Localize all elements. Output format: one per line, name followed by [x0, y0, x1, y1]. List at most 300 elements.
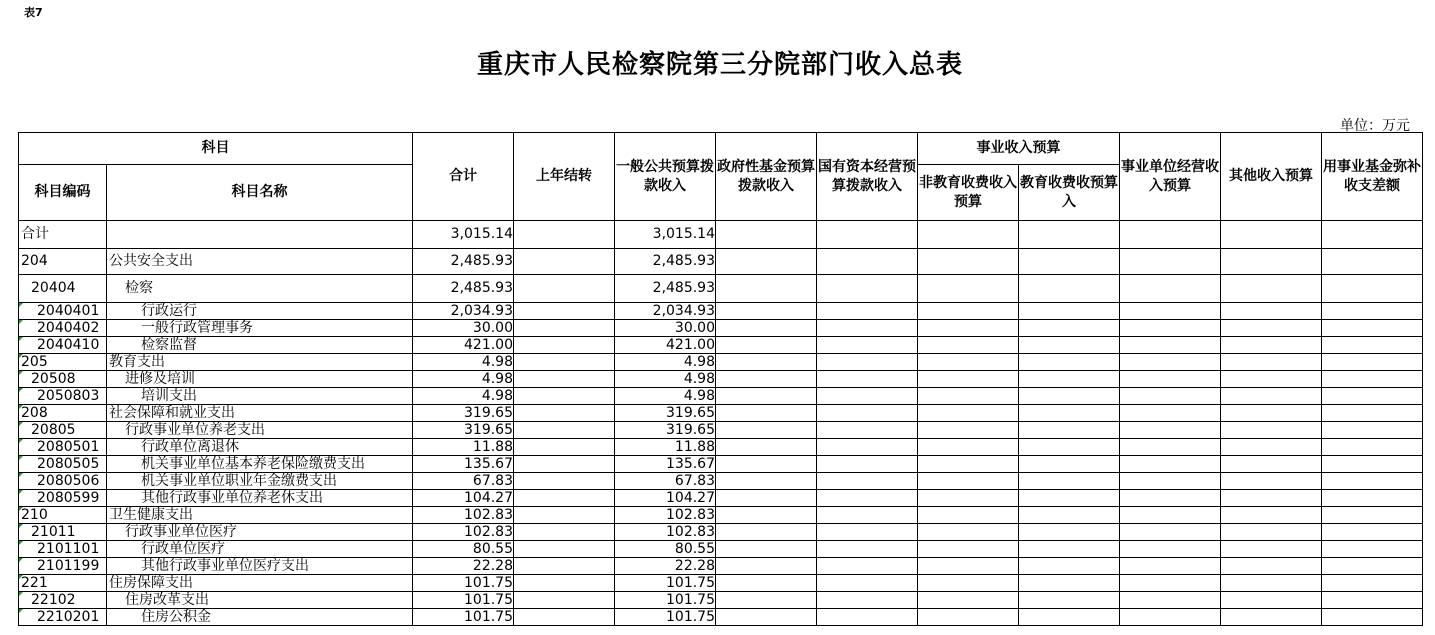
row-non-edu: [918, 320, 1019, 337]
row-name: 住房保障支出: [107, 575, 413, 592]
row-gov-fund: [716, 524, 817, 541]
row-edu: [1019, 320, 1120, 337]
row-name: 检察监督: [107, 337, 413, 354]
table-row: [19, 337, 1423, 354]
row-gov-fund: [716, 303, 817, 320]
row-biz-unit: [1120, 439, 1221, 456]
row-total: 319.65: [413, 405, 514, 422]
table-tag: 表7: [24, 6, 43, 19]
row-code: 221: [19, 575, 107, 592]
row-biz-unit: [1120, 337, 1221, 354]
table-row: [19, 354, 1423, 371]
cell-marker-icon: [19, 490, 23, 494]
row-edu: [1019, 490, 1120, 507]
row-state-capital: [817, 490, 918, 507]
header-name: 科目名称: [107, 165, 413, 221]
row-total: 102.83: [413, 524, 514, 541]
row-general-budget: 104.27: [615, 490, 716, 507]
row-edu: [1019, 507, 1120, 524]
row-other: [1221, 405, 1322, 422]
row-name: 社会保障和就业支出: [107, 405, 413, 422]
row-name: 其他行政事业单位养老休支出: [107, 490, 413, 507]
row-fund-offset: [1322, 609, 1423, 626]
header-state-capital: 国有资本经营预算拨款收入: [817, 133, 918, 221]
row-carryover: [514, 249, 615, 275]
row-biz-unit: [1120, 609, 1221, 626]
row-edu: [1019, 275, 1120, 303]
row-state-capital: [817, 609, 918, 626]
row-state-capital: [817, 507, 918, 524]
row-name: 行政单位医疗: [107, 541, 413, 558]
row-gov-fund: [716, 422, 817, 439]
row-name: 进修及培训: [107, 371, 413, 388]
row-non-edu: [918, 541, 1019, 558]
row-non-edu: [918, 337, 1019, 354]
table-row: [19, 249, 1423, 275]
row-name: 其他行政事业单位医疗支出: [107, 558, 413, 575]
cell-marker-icon: [19, 337, 23, 341]
row-general-budget: 22.28: [615, 558, 716, 575]
row-fund-offset: [1322, 405, 1423, 422]
row-fund-offset: [1322, 371, 1423, 388]
row-non-edu: [918, 303, 1019, 320]
row-biz-unit: [1120, 405, 1221, 422]
header-total: 合计: [413, 133, 514, 221]
row-total: 101.75: [413, 592, 514, 609]
row-code: 208: [19, 405, 107, 422]
row-non-edu: [918, 371, 1019, 388]
row-gov-fund: [716, 507, 817, 524]
row-code: 2040402: [19, 320, 107, 337]
row-other: [1221, 456, 1322, 473]
table-row: [19, 320, 1423, 337]
cell-marker-icon: [19, 541, 23, 545]
row-carryover: [514, 490, 615, 507]
table-row: [19, 275, 1423, 303]
row-fund-offset: [1322, 422, 1423, 439]
row-other: [1221, 439, 1322, 456]
row-carryover: [514, 388, 615, 405]
row-state-capital: [817, 575, 918, 592]
row-name: 教育支出: [107, 354, 413, 371]
row-gov-fund: [716, 558, 817, 575]
row-carryover: [514, 507, 615, 524]
header-general-budget: 一般公共预算拨款收入: [615, 133, 716, 221]
row-total: 11.88: [413, 439, 514, 456]
row-gov-fund: [716, 439, 817, 456]
row-name: 一般行政管理事务: [107, 320, 413, 337]
header-carryover: 上年结转: [514, 133, 615, 221]
table-row: [19, 388, 1423, 405]
cell-marker-icon: [19, 592, 23, 596]
table-row: [19, 439, 1423, 456]
row-carryover: [514, 337, 615, 354]
cell-marker-icon: [19, 371, 23, 375]
header-other: 其他收入预算: [1221, 133, 1322, 221]
table-row: [19, 575, 1423, 592]
row-name: 公共安全支出: [107, 249, 413, 275]
table-row: [19, 303, 1423, 320]
row-code: 20805: [19, 422, 107, 439]
row-code: 20508: [19, 371, 107, 388]
row-carryover: [514, 275, 615, 303]
row-non-edu: [918, 490, 1019, 507]
row-edu: [1019, 354, 1120, 371]
cell-marker-icon: [19, 507, 23, 511]
row-edu: [1019, 388, 1120, 405]
row-name: 行政运行: [107, 303, 413, 320]
table-row: [19, 405, 1423, 422]
row-edu: [1019, 221, 1120, 249]
row-state-capital: [817, 558, 918, 575]
row-other: [1221, 221, 1322, 249]
row-edu: [1019, 422, 1120, 439]
row-edu: [1019, 524, 1120, 541]
row-non-edu: [918, 592, 1019, 609]
row-fund-offset: [1322, 456, 1423, 473]
cell-marker-icon: [19, 354, 23, 358]
table-row: [19, 456, 1423, 473]
row-non-edu: [918, 524, 1019, 541]
row-non-edu: [918, 388, 1019, 405]
row-total: 3,015.14: [413, 221, 514, 249]
row-non-edu: [918, 507, 1019, 524]
row-name: 检察: [107, 275, 413, 303]
row-gov-fund: [716, 456, 817, 473]
row-non-edu: [918, 575, 1019, 592]
row-general-budget: 80.55: [615, 541, 716, 558]
row-general-budget: 2,485.93: [615, 249, 716, 275]
report-title: 重庆市人民检察院第三分院部门收入总表: [476, 50, 963, 80]
row-non-edu: [918, 221, 1019, 249]
row-total: 4.98: [413, 388, 514, 405]
row-general-budget: 421.00: [615, 337, 716, 354]
row-other: [1221, 558, 1322, 575]
row-carryover: [514, 221, 615, 249]
row-general-budget: 2,485.93: [615, 275, 716, 303]
row-general-budget: 4.98: [615, 371, 716, 388]
row-biz-unit: [1120, 575, 1221, 592]
row-name: 机关事业单位职业年金缴费支出: [107, 473, 413, 490]
row-other: [1221, 422, 1322, 439]
row-biz-unit: [1120, 558, 1221, 575]
row-fund-offset: [1322, 524, 1423, 541]
header-fund-offset: 用事业基金弥补收支差额: [1322, 133, 1423, 221]
row-total: 22.28: [413, 558, 514, 575]
row-carryover: [514, 541, 615, 558]
row-total: 80.55: [413, 541, 514, 558]
row-edu: [1019, 609, 1120, 626]
row-biz-unit: [1120, 507, 1221, 524]
row-total: 319.65: [413, 422, 514, 439]
row-carryover: [514, 422, 615, 439]
row-other: [1221, 249, 1322, 275]
row-gov-fund: [716, 592, 817, 609]
row-state-capital: [817, 221, 918, 249]
header-enterprise-group: 事业收入预算: [918, 133, 1120, 165]
row-code: 210: [19, 507, 107, 524]
row-general-budget: 4.98: [615, 388, 716, 405]
header-non-edu: 非教育收费收入预算: [918, 165, 1019, 221]
row-name: [107, 221, 413, 249]
row-carryover: [514, 558, 615, 575]
row-general-budget: 101.75: [615, 609, 716, 626]
row-fund-offset: [1322, 320, 1423, 337]
row-non-edu: [918, 473, 1019, 490]
row-other: [1221, 473, 1322, 490]
row-gov-fund: [716, 541, 817, 558]
row-gov-fund: [716, 490, 817, 507]
row-edu: [1019, 249, 1120, 275]
row-total: 4.98: [413, 371, 514, 388]
row-gov-fund: [716, 354, 817, 371]
row-carryover: [514, 524, 615, 541]
cell-marker-icon: [19, 388, 23, 392]
row-general-budget: 319.65: [615, 422, 716, 439]
row-fund-offset: [1322, 558, 1423, 575]
row-general-budget: 102.83: [615, 524, 716, 541]
row-code: 21011: [19, 524, 107, 541]
row-biz-unit: [1120, 320, 1221, 337]
row-carryover: [514, 456, 615, 473]
table-row: [19, 609, 1423, 626]
row-non-edu: [918, 354, 1019, 371]
row-other: [1221, 592, 1322, 609]
row-code: 205: [19, 354, 107, 371]
row-gov-fund: [716, 371, 817, 388]
row-name: 行政事业单位医疗: [107, 524, 413, 541]
row-edu: [1019, 405, 1120, 422]
row-other: [1221, 354, 1322, 371]
row-carryover: [514, 439, 615, 456]
table-row: [19, 507, 1423, 524]
row-total: 30.00: [413, 320, 514, 337]
row-biz-unit: [1120, 221, 1221, 249]
row-general-budget: 2,034.93: [615, 303, 716, 320]
row-general-budget: 3,015.14: [615, 221, 716, 249]
row-total: 2,034.93: [413, 303, 514, 320]
cell-marker-icon: [19, 456, 23, 460]
row-biz-unit: [1120, 275, 1221, 303]
row-other: [1221, 507, 1322, 524]
row-edu: [1019, 541, 1120, 558]
row-code: 2080506: [19, 473, 107, 490]
row-general-budget: 319.65: [615, 405, 716, 422]
row-biz-unit: [1120, 354, 1221, 371]
header-code: 科目编码: [19, 165, 107, 221]
row-general-budget: 101.75: [615, 575, 716, 592]
row-state-capital: [817, 388, 918, 405]
row-non-edu: [918, 558, 1019, 575]
header-edu: 教育收费收预算入: [1019, 165, 1120, 221]
header-gov-fund: 政府性基金预算拨款收入: [716, 133, 817, 221]
row-carryover: [514, 473, 615, 490]
row-biz-unit: [1120, 490, 1221, 507]
row-edu: [1019, 473, 1120, 490]
table-row: [19, 524, 1423, 541]
row-fund-offset: [1322, 592, 1423, 609]
row-biz-unit: [1120, 422, 1221, 439]
cell-marker-icon: [19, 405, 23, 409]
table-body: [19, 221, 1423, 626]
row-fund-offset: [1322, 337, 1423, 354]
row-other: [1221, 490, 1322, 507]
row-name: 卫生健康支出: [107, 507, 413, 524]
row-carryover: [514, 303, 615, 320]
table-row: [19, 422, 1423, 439]
row-code: 2080501: [19, 439, 107, 456]
row-total: 67.83: [413, 473, 514, 490]
row-fund-offset: [1322, 575, 1423, 592]
row-other: [1221, 320, 1322, 337]
row-other: [1221, 337, 1322, 354]
row-edu: [1019, 439, 1120, 456]
row-edu: [1019, 592, 1120, 609]
row-edu: [1019, 456, 1120, 473]
row-biz-unit: [1120, 473, 1221, 490]
row-fund-offset: [1322, 303, 1423, 320]
row-gov-fund: [716, 275, 817, 303]
row-state-capital: [817, 337, 918, 354]
row-non-edu: [918, 439, 1019, 456]
row-general-budget: 30.00: [615, 320, 716, 337]
row-state-capital: [817, 303, 918, 320]
row-state-capital: [817, 456, 918, 473]
row-fund-offset: [1322, 507, 1423, 524]
row-carryover: [514, 405, 615, 422]
row-gov-fund: [716, 405, 817, 422]
row-state-capital: [817, 541, 918, 558]
row-gov-fund: [716, 388, 817, 405]
row-biz-unit: [1120, 541, 1221, 558]
row-name: 住房公积金: [107, 609, 413, 626]
row-fund-offset: [1322, 490, 1423, 507]
row-other: [1221, 609, 1322, 626]
row-edu: [1019, 558, 1120, 575]
row-fund-offset: [1322, 275, 1423, 303]
row-state-capital: [817, 439, 918, 456]
row-carryover: [514, 320, 615, 337]
cell-marker-icon: [19, 473, 23, 477]
row-state-capital: [817, 592, 918, 609]
income-table: [18, 132, 1423, 626]
row-code: 2040410: [19, 337, 107, 354]
cell-marker-icon: [19, 422, 23, 426]
row-gov-fund: [716, 609, 817, 626]
row-code: 2080599: [19, 490, 107, 507]
row-name: 住房改革支出: [107, 592, 413, 609]
row-non-edu: [918, 405, 1019, 422]
row-other: [1221, 303, 1322, 320]
row-fund-offset: [1322, 388, 1423, 405]
row-biz-unit: [1120, 249, 1221, 275]
row-total: 102.83: [413, 507, 514, 524]
row-gov-fund: [716, 249, 817, 275]
cell-marker-icon: [19, 303, 23, 307]
row-total: 104.27: [413, 490, 514, 507]
cell-marker-icon: [19, 558, 23, 562]
row-other: [1221, 371, 1322, 388]
table-row: [19, 473, 1423, 490]
row-non-edu: [918, 609, 1019, 626]
row-biz-unit: [1120, 303, 1221, 320]
table-row: [19, 371, 1423, 388]
row-code: 2101199: [19, 558, 107, 575]
table-row: [19, 490, 1423, 507]
cell-marker-icon: [19, 575, 23, 579]
row-name: 行政事业单位养老支出: [107, 422, 413, 439]
row-code: 合计: [19, 221, 107, 249]
row-biz-unit: [1120, 456, 1221, 473]
cell-marker-icon: [19, 524, 23, 528]
row-edu: [1019, 337, 1120, 354]
row-non-edu: [918, 249, 1019, 275]
row-gov-fund: [716, 337, 817, 354]
row-state-capital: [817, 354, 918, 371]
row-state-capital: [817, 275, 918, 303]
row-general-budget: 11.88: [615, 439, 716, 456]
row-total: 4.98: [413, 354, 514, 371]
row-code: 22102: [19, 592, 107, 609]
row-name: 机关事业单位基本养老保险缴费支出: [107, 456, 413, 473]
row-fund-offset: [1322, 221, 1423, 249]
table-row: [19, 592, 1423, 609]
row-carryover: [514, 354, 615, 371]
row-state-capital: [817, 320, 918, 337]
row-code: 2101101: [19, 541, 107, 558]
row-general-budget: 101.75: [615, 592, 716, 609]
row-carryover: [514, 371, 615, 388]
row-state-capital: [817, 422, 918, 439]
row-code: 20404: [19, 275, 107, 303]
row-total: 101.75: [413, 609, 514, 626]
cell-marker-icon: [19, 439, 23, 443]
row-fund-offset: [1322, 354, 1423, 371]
row-total: 421.00: [413, 337, 514, 354]
row-state-capital: [817, 249, 918, 275]
row-gov-fund: [716, 575, 817, 592]
row-code: 204: [19, 249, 107, 275]
row-general-budget: 4.98: [615, 354, 716, 371]
table-row: [19, 541, 1423, 558]
row-non-edu: [918, 422, 1019, 439]
row-state-capital: [817, 371, 918, 388]
row-code: 2040401: [19, 303, 107, 320]
row-state-capital: [817, 524, 918, 541]
row-general-budget: 67.83: [615, 473, 716, 490]
row-edu: [1019, 371, 1120, 388]
row-other: [1221, 388, 1322, 405]
row-total: 101.75: [413, 575, 514, 592]
row-other: [1221, 575, 1322, 592]
unit-label: 单位：万元: [1340, 118, 1410, 134]
row-name: 行政单位离退休: [107, 439, 413, 456]
row-fund-offset: [1322, 439, 1423, 456]
row-edu: [1019, 575, 1120, 592]
row-fund-offset: [1322, 249, 1423, 275]
row-biz-unit: [1120, 592, 1221, 609]
row-code: 2210201: [19, 609, 107, 626]
row-other: [1221, 524, 1322, 541]
row-biz-unit: [1120, 388, 1221, 405]
row-state-capital: [817, 473, 918, 490]
row-carryover: [514, 592, 615, 609]
row-code: 2050803: [19, 388, 107, 405]
row-non-edu: [918, 456, 1019, 473]
row-total: 135.67: [413, 456, 514, 473]
row-other: [1221, 541, 1322, 558]
header-subject: 科目: [19, 133, 413, 165]
